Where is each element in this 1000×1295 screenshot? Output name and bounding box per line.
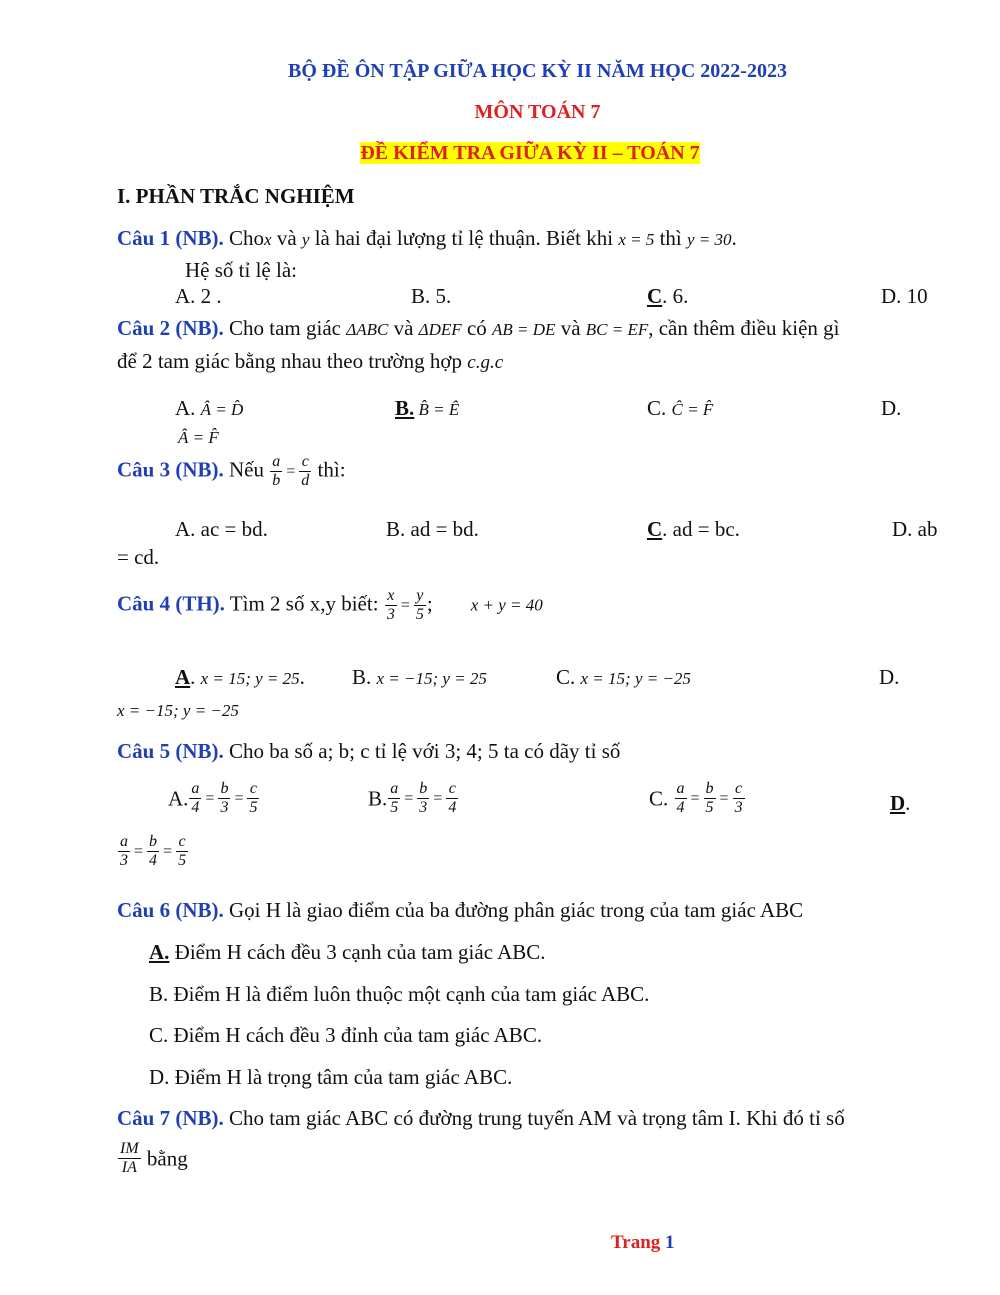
fraction-denominator: 3	[220, 799, 229, 817]
fraction	[385, 587, 397, 625]
math-expr: x = −15; y = −25	[117, 701, 239, 720]
math-expr: ΔDEF	[418, 320, 462, 339]
q-text: để 2 tam giác bằng nhau theo trường hợp	[117, 349, 468, 373]
fraction	[118, 1140, 141, 1178]
fraction-denominator: 4	[676, 799, 685, 817]
fraction	[147, 833, 159, 871]
fraction-denominator: 3	[734, 799, 743, 817]
fraction-numerator: a	[189, 780, 201, 799]
fraction-denominator: d	[301, 472, 310, 490]
q-text: có	[461, 316, 493, 340]
math-expr: ΔABC	[346, 320, 389, 339]
question-label: Câu 5 (NB).	[117, 739, 224, 763]
equals-sign: =	[690, 789, 700, 807]
math-expr: x = 15; y = 25	[200, 669, 300, 688]
q-text: và	[555, 316, 586, 340]
exam-title-wrap	[0, 142, 1000, 165]
math-var: x	[264, 230, 272, 249]
q-text: thì:	[312, 457, 346, 482]
fraction	[446, 780, 458, 818]
correct-answer-marker: A	[175, 665, 191, 689]
q-text: Cho ba số a; b; c tỉ lệ với 3; 4; 5 ta có dãy tỉ số	[223, 739, 621, 763]
equals-sign: =	[719, 789, 729, 807]
math-expr: Ĉ = F̂	[671, 400, 714, 419]
q-text: thì	[654, 226, 688, 250]
q3-option-b: B. ad = bd.	[386, 517, 479, 541]
math-expr: BC = EF	[585, 320, 649, 339]
q3-option-d: D. ab	[892, 517, 938, 541]
question-1	[117, 226, 737, 251]
q-text: Gọi H là giao điểm của ba đường phân giác trong của tam giác ABC	[223, 898, 804, 922]
q2-option-b	[395, 396, 459, 421]
fraction-numerator: b	[147, 833, 159, 852]
q4-option-a	[175, 665, 305, 690]
option-text: .	[905, 791, 911, 815]
fraction	[176, 833, 188, 871]
fraction-denominator: 4	[149, 852, 158, 870]
q-text: và	[388, 316, 419, 340]
fraction-numerator: a	[270, 453, 282, 472]
fraction-denominator: 3	[386, 606, 395, 624]
q6-option-d: D. Điểm H là trọng tâm của tam giác ABC.	[149, 1065, 513, 1089]
q6-option-b: B. Điểm H là điểm luôn thuộc một cạnh của tam giác ABC.	[149, 982, 650, 1006]
fraction-denominator: 5	[249, 799, 258, 817]
fraction-denominator: 5	[415, 606, 424, 624]
q2-option-a	[175, 396, 243, 421]
question-label: Câu 4 (TH).	[117, 591, 225, 616]
q3-option-a: A. ac = bd.	[175, 517, 268, 541]
fraction-numerator: c	[299, 453, 311, 472]
q4-option-c	[556, 665, 691, 690]
fraction	[189, 780, 201, 818]
fraction-denominator: b	[272, 472, 281, 490]
q2-option-c	[647, 396, 713, 421]
question-3	[117, 453, 346, 491]
fraction-denominator: 5	[178, 852, 187, 870]
q5-option-a	[168, 780, 260, 818]
q-text: Cho tam giác ABC có đường trung tuyến AM và trọng tâm I. Khi đó tỉ số	[223, 1106, 845, 1130]
option-label: C.	[647, 396, 672, 420]
question-label: Câu 3 (NB).	[117, 457, 224, 482]
q1-option-c	[647, 284, 688, 309]
math-expr: Â = F̂	[178, 428, 219, 447]
fraction	[417, 780, 429, 818]
fraction	[299, 453, 311, 491]
fraction-numerator: y	[414, 587, 426, 606]
question-label: Câu 6 (NB).	[117, 898, 224, 922]
q-text: bằng	[141, 1146, 188, 1171]
question-label: Câu 2 (NB).	[117, 316, 224, 340]
math-expr: c.g.c	[467, 352, 504, 373]
fraction	[388, 780, 400, 818]
q3-option-d-cont: = cd.	[117, 545, 160, 569]
q1-option-a: A. 2 .	[175, 284, 222, 308]
option-text: Điểm H cách đều 3 cạnh của tam giác ABC.	[169, 940, 546, 964]
fraction-denominator: 3	[419, 799, 428, 817]
fraction	[218, 780, 230, 818]
page-footer	[611, 1232, 675, 1254]
fraction-denominator: IA	[121, 1159, 137, 1177]
q-text: và	[271, 226, 302, 250]
correct-answer-marker: C	[647, 284, 663, 308]
question-7-line-2	[117, 1140, 188, 1178]
correct-answer-marker: B.	[395, 396, 415, 420]
correct-answer-marker: D	[890, 791, 906, 815]
option-label: C.	[556, 665, 581, 689]
fraction-denominator: 4	[191, 799, 200, 817]
fraction-numerator: b	[417, 780, 429, 799]
question-2-line-2	[117, 349, 503, 374]
equals-sign: =	[163, 842, 173, 860]
question-label: Câu 7 (NB).	[117, 1106, 224, 1130]
math-expr: AB = DE	[492, 320, 556, 339]
equals-sign: =	[134, 842, 144, 860]
q4-option-b	[352, 665, 487, 690]
fraction	[270, 453, 282, 491]
q-text: Cho tam giác	[223, 316, 347, 340]
fraction-numerator: c	[733, 780, 745, 799]
option-label: A.	[168, 786, 189, 811]
fraction-denominator: 3	[120, 852, 128, 870]
q-text: , cần thêm điều kiện gì	[648, 316, 840, 340]
document-title: BỘ ĐỀ ÔN TẬP GIỮA HỌC KỲ II NĂM HỌC 2022-2023	[288, 60, 787, 82]
q5-option-d-label	[890, 791, 910, 816]
option-text: . ad = bc.	[662, 517, 740, 541]
fraction-numerator: b	[704, 780, 716, 799]
math-expr: x = −15; y = 25	[376, 669, 487, 688]
option-text: .	[190, 665, 201, 689]
equals-sign: =	[404, 789, 414, 807]
equals-sign: =	[286, 462, 296, 480]
q5-option-b	[368, 780, 459, 818]
q6-option-c: C. Điểm H cách đều 3 đỉnh của tam giác ABC.	[149, 1023, 543, 1047]
question-6	[117, 898, 803, 923]
math-expr: x + y = 40	[470, 595, 543, 615]
fraction-numerator: b	[218, 780, 230, 799]
fraction-numerator: a	[118, 833, 130, 852]
separator: ;	[426, 591, 433, 616]
q4-option-d-label: D.	[879, 665, 900, 689]
q-text: Nếu	[223, 457, 270, 482]
q-text: Tìm 2 số x,y biết:	[224, 591, 384, 616]
q-text: .	[731, 226, 737, 250]
fraction-numerator: c	[247, 780, 259, 799]
math-var: y	[301, 230, 310, 249]
q3-option-c	[647, 517, 740, 542]
section-title: I. PHẦN TRẮC NGHIỆM	[117, 184, 355, 208]
math-expr: B̂ = Ê	[414, 400, 460, 419]
q2-option-d-label: D.	[881, 396, 902, 420]
page-number: 1	[665, 1232, 675, 1253]
fraction-numerator: x	[385, 587, 397, 606]
equals-sign: =	[400, 596, 410, 614]
fraction	[675, 780, 687, 818]
fraction	[704, 780, 716, 818]
exam-title: ĐỀ KIỂM TRA GIỮA KỲ II – TOÁN 7	[360, 142, 700, 164]
question-5	[117, 739, 620, 764]
math-expr: x = 5	[618, 230, 655, 249]
question-label: Câu 1 (NB).	[117, 226, 224, 250]
q6-option-a	[149, 940, 546, 965]
question-4	[117, 587, 543, 625]
math-expr: Â = D̂	[200, 400, 244, 419]
fraction-numerator: a	[388, 780, 400, 799]
equals-sign: =	[433, 789, 443, 807]
q5-option-d	[117, 833, 189, 871]
option-label: B.	[352, 665, 377, 689]
correct-answer-marker: C	[647, 517, 663, 541]
fraction-denominator: 5	[705, 799, 714, 817]
subject-title: MÔN TOÁN 7	[474, 101, 601, 123]
option-text: .	[299, 665, 305, 689]
fraction-numerator: c	[176, 833, 188, 852]
question-7	[117, 1106, 845, 1131]
fraction-numerator: a	[675, 780, 687, 799]
q1-option-b: B. 5.	[411, 284, 452, 308]
fraction	[247, 780, 259, 818]
correct-answer-marker: A.	[149, 940, 170, 964]
fraction-denominator: 5	[390, 799, 399, 817]
math-expr: y = 30	[687, 230, 732, 249]
fraction-denominator: 4	[448, 799, 457, 817]
option-label: A.	[175, 396, 201, 420]
q-text: là hai đại lượng tỉ lệ thuận. Biết khi	[309, 226, 619, 250]
question-1-line-2: Hệ số tỉ lệ là:	[185, 258, 297, 282]
q2-option-d-math	[178, 424, 219, 449]
equals-sign: =	[205, 789, 215, 807]
fraction-numerator: c	[446, 780, 458, 799]
fraction	[118, 833, 130, 871]
option-label: C.	[649, 786, 674, 811]
q5-option-c	[649, 780, 746, 818]
option-text: . 6.	[662, 284, 689, 308]
option-label: B.	[368, 786, 388, 811]
fraction	[733, 780, 745, 818]
q4-option-d-math	[117, 697, 239, 722]
fraction	[414, 587, 426, 625]
question-2	[117, 316, 840, 341]
fraction-numerator: IM	[118, 1140, 141, 1159]
q-text: Cho	[223, 226, 265, 250]
math-expr: x = 15; y = −25	[580, 669, 691, 688]
equals-sign: =	[234, 789, 244, 807]
q1-option-d: D. 10	[881, 284, 928, 308]
page-label: Trang	[611, 1232, 666, 1253]
